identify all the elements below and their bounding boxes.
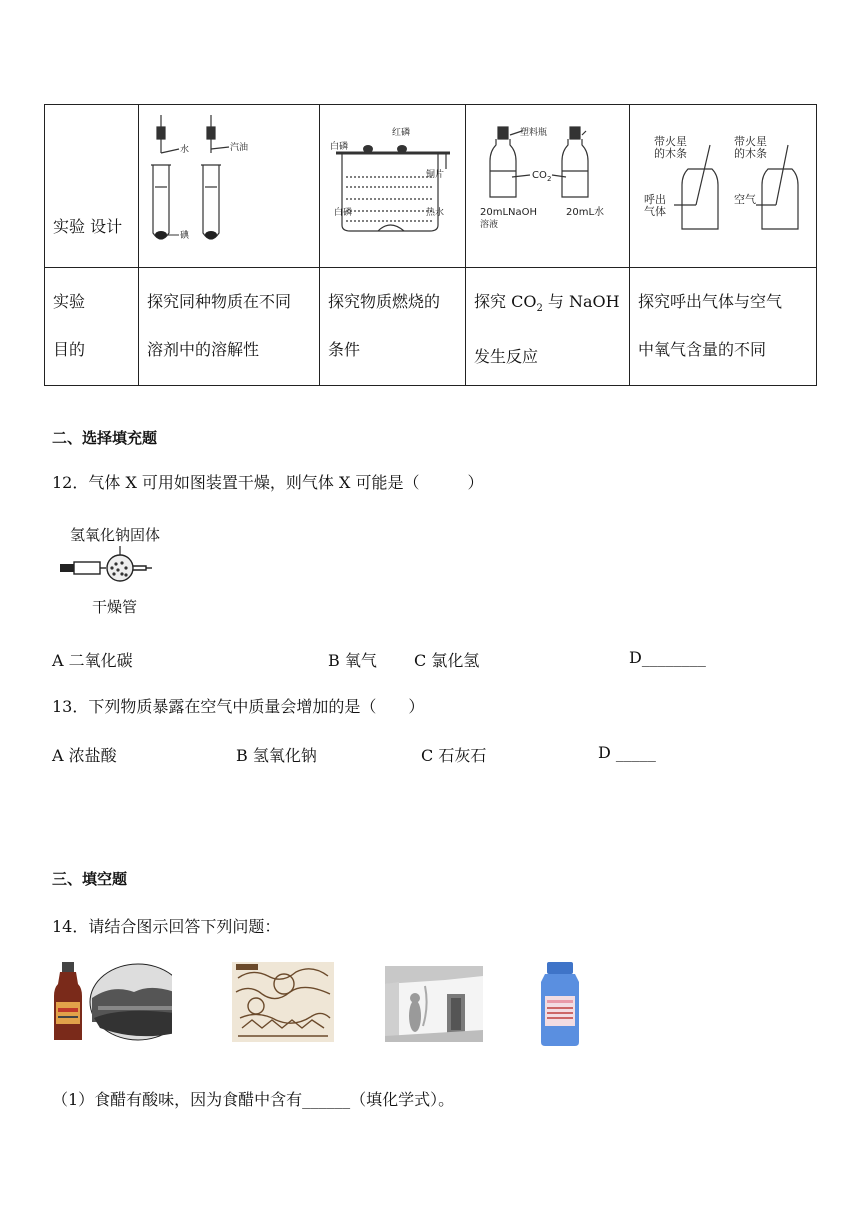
goal-1-line1: 探究同种物质在不同 bbox=[147, 292, 292, 311]
design-label: 实验 设计 bbox=[53, 217, 123, 236]
reagent-bottle-image bbox=[537, 962, 583, 1048]
fig2-label-copper: 铜片 bbox=[426, 170, 445, 180]
fig4-label-spark-1b: 的木条 bbox=[654, 147, 687, 160]
fig4-label-exhaled-b: 气体 bbox=[644, 205, 666, 218]
goal-2 bbox=[320, 268, 466, 386]
q13-option-a: A 浓盐酸 bbox=[52, 746, 117, 765]
goal-3-line1-b: 与 NaOH bbox=[542, 292, 620, 311]
section3-title: 三、填空题 bbox=[52, 870, 128, 888]
section2-title: 二、选择填充题 bbox=[52, 429, 158, 447]
goal-3-line1-sub: 2 bbox=[536, 303, 543, 315]
fig3-label-co: CO bbox=[532, 170, 547, 181]
fig3-label-naoh: 20mLNaOH bbox=[480, 207, 538, 218]
fig4-label-spark-2a: 带火星 bbox=[734, 135, 767, 148]
goal-label-cell bbox=[45, 268, 139, 386]
interior-corrosion-image bbox=[385, 966, 483, 1042]
fig1-label-gasoline: 汽油 bbox=[230, 143, 249, 153]
fig3-label-plastic-bottle: 塑料瓶 bbox=[520, 128, 548, 138]
goal-3 bbox=[466, 268, 630, 386]
goal-row bbox=[45, 268, 817, 386]
question-14-1: （1）食醋有酸味，因为食醋中含有______（填化学式）。 bbox=[52, 1090, 455, 1109]
figure-plastic-bottles bbox=[466, 105, 630, 268]
goal-3-line1-a: 探究 CO bbox=[474, 292, 537, 311]
design-label-cell bbox=[45, 105, 139, 268]
q12-option-c: C 氯化氢 bbox=[414, 651, 480, 670]
fig2-label-white-phosphorus-top: 白磷 bbox=[330, 142, 349, 152]
figure-test-tubes bbox=[139, 105, 320, 268]
fig1-label-iodine: 碘 bbox=[180, 231, 190, 241]
q13-option-c: C 石灰石 bbox=[421, 746, 487, 765]
goal-1-line2: 溶剂中的溶解性 bbox=[147, 340, 260, 359]
fig4-label-spark-1a: 带火星 bbox=[654, 135, 687, 148]
goal-1 bbox=[139, 268, 320, 386]
fig2-label-red-phosphorus: 红磷 bbox=[392, 128, 411, 138]
fig12-label-drying-tube: 干燥管 bbox=[92, 598, 138, 616]
fig4-label-air: 空气 bbox=[734, 193, 756, 206]
q12-option-b: B 氧气 bbox=[328, 651, 377, 670]
design-row bbox=[45, 105, 817, 268]
question-13: 13．下列物质暴露在空气中质量会增加的是（ ） bbox=[52, 697, 425, 716]
goal-label-line2: 目的 bbox=[53, 340, 86, 359]
ancient-mural-image bbox=[232, 962, 334, 1042]
q12-option-d: D________ bbox=[629, 648, 706, 667]
goal-4-line2: 中氧气含量的不同 bbox=[638, 340, 767, 359]
test-tubes-illustration bbox=[139, 105, 320, 267]
q13-option-b: B 氢氧化钠 bbox=[236, 746, 317, 765]
fig2-label-hot-water: 热水 bbox=[426, 208, 445, 218]
question-14: 14．请结合图示回答下列问题： bbox=[52, 917, 281, 936]
goal-4-line1: 探究呼出气体与空气 bbox=[638, 292, 783, 311]
goal-3-line2: 发生反应 bbox=[474, 347, 539, 367]
fig3-label-water: 20mL水 bbox=[566, 207, 605, 218]
fig3-label-solution: 溶液 bbox=[480, 220, 499, 230]
q13-option-d: D _____ bbox=[598, 743, 656, 762]
goal-3-line1 bbox=[474, 278, 623, 333]
goal-2-line1: 探究物质燃烧的 bbox=[328, 292, 441, 311]
fig4-label-exhaled-a: 呼出 bbox=[644, 193, 666, 206]
q12-option-a: A 二氧化碳 bbox=[52, 651, 133, 670]
fig2-label-white-phosphorus-bottom: 白磷 bbox=[334, 208, 353, 218]
bottles-illustration bbox=[466, 105, 630, 267]
figure-gas-jars bbox=[630, 105, 817, 268]
fig12-label-naoh: 氢氧化钠固体 bbox=[70, 526, 161, 544]
vinegar-and-landscape-image bbox=[52, 962, 172, 1044]
figure-combustion-beaker bbox=[320, 105, 466, 268]
fig3-label-co-subscript: 2 bbox=[547, 175, 552, 183]
question-12: 12．气体 X 可用如图装置干燥，则气体 X 可能是（ ） bbox=[52, 473, 484, 492]
goal-label-line1: 实验 bbox=[53, 292, 86, 311]
gas-jars-illustration bbox=[630, 105, 817, 267]
fig1-label-water: 水 bbox=[180, 145, 190, 155]
fig4-label-spark-2b: 的木条 bbox=[734, 147, 767, 160]
goal-4 bbox=[630, 268, 817, 386]
drying-tube-figure bbox=[60, 524, 190, 620]
experiment-table bbox=[44, 104, 817, 386]
goal-2-line2: 条件 bbox=[328, 340, 361, 359]
drying-tube-icon bbox=[60, 546, 170, 590]
combustion-illustration bbox=[320, 105, 466, 267]
